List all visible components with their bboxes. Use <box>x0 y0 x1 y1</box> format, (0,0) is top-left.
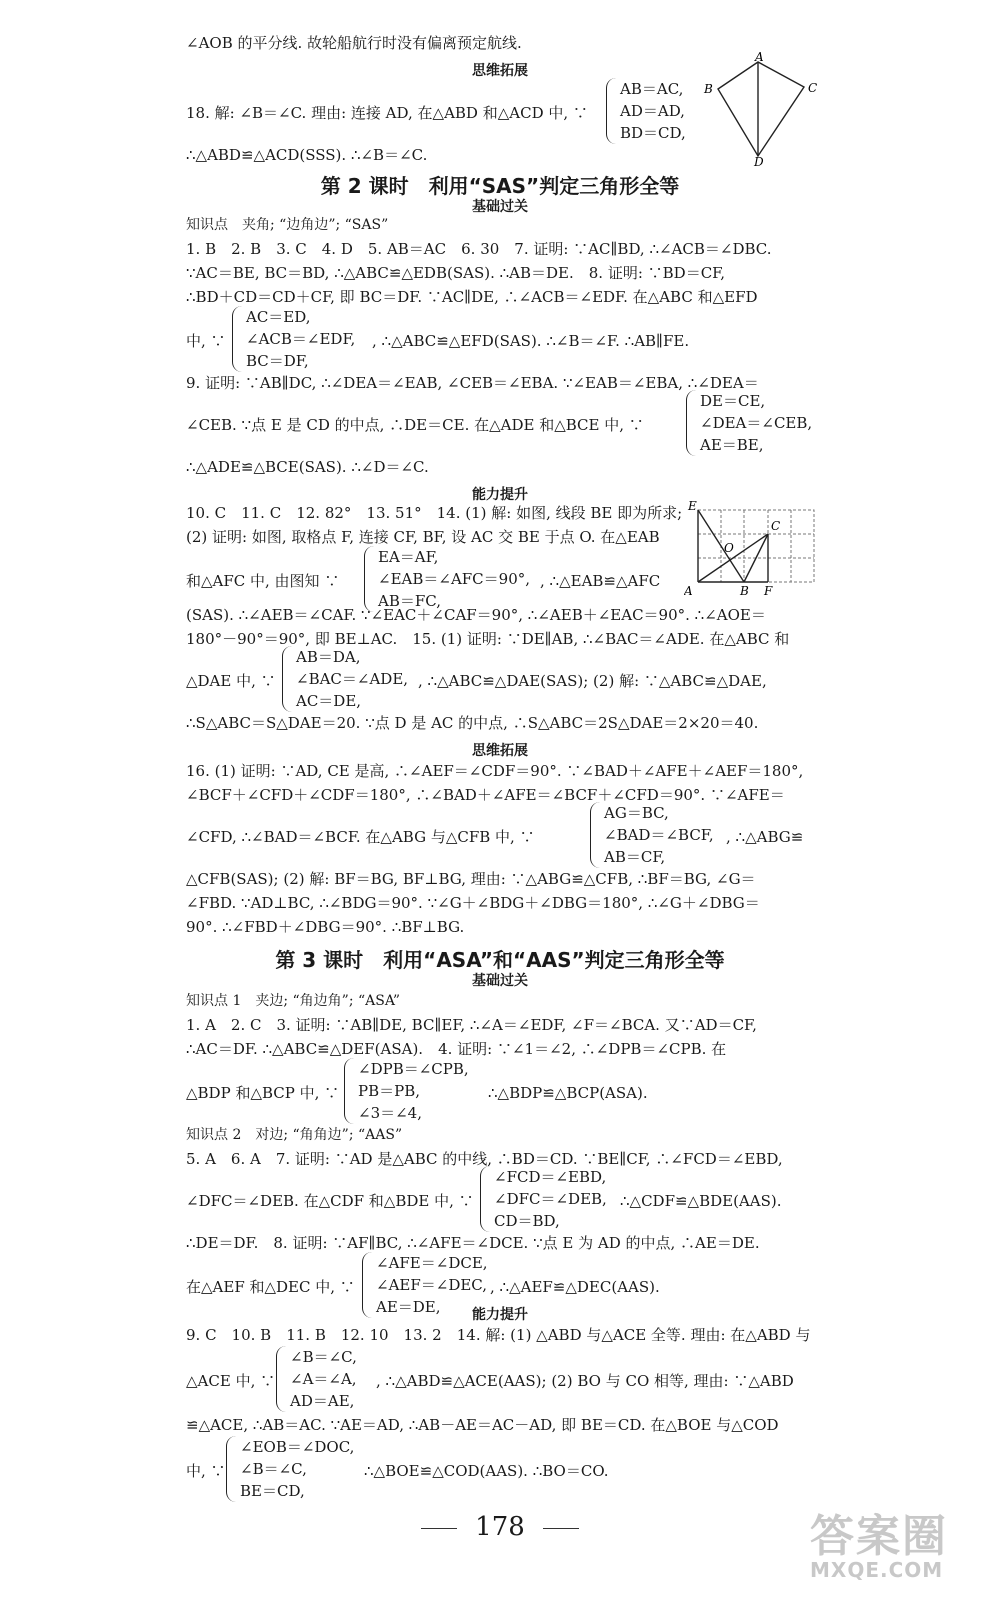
condition-item: AE＝BE, <box>700 436 764 454</box>
label-O: O <box>724 541 734 555</box>
condition-item: ∠B＝∠C, <box>240 1460 307 1478</box>
condition-item: AD＝AE, <box>290 1392 355 1410</box>
text-line: , ∴△EAB≌△AFC <box>540 572 661 590</box>
text-line: △CFB(SAS); (2) 解: BF＝BG, BF⊥BG, 理由: ∵△ABG≌△CFB, ∴BF＝BG, ∠G＝ <box>186 870 756 888</box>
condition-item: AB＝FC, <box>378 592 441 610</box>
condition-brace <box>344 1058 469 1124</box>
lesson-title: 第 2 课时 利用“SAS”判定三角形全等 <box>320 174 680 198</box>
text-line: ∠FBD. ∵AD⊥BC, ∴∠BDG＝90°. ∵∠G＋∠BDG＋∠DBG＝180°, ∴∠G＋∠DBG＝ <box>186 894 760 912</box>
text-line: 中, ∵ <box>186 1462 226 1480</box>
text-line: ≌△ACE, ∴AB＝AC. ∵AE＝AD, ∴AB－AE＝AC－AD, 即 BE＝CD. 在△BOE 与△COD <box>186 1416 779 1434</box>
condition-item: ∠BAC＝∠ADE, <box>296 670 409 688</box>
condition-item: AC＝ED, <box>246 308 311 326</box>
text-line: (2) 证明: 如图, 取格点 F, 连接 CF, BF, 设 AC 交 BE 于点 O. 在△EAB <box>186 528 660 546</box>
section-heading: 思维拓展 <box>472 743 528 759</box>
condition-item: ∠ACB＝∠EDF, <box>246 330 356 348</box>
text-line: , ∴△ABC≌△EFD(SAS). ∴∠B＝∠F. ∴AB∥FE. <box>372 332 690 350</box>
condition-brace <box>276 1346 357 1412</box>
condition-item: ∠A＝∠A, <box>290 1370 357 1388</box>
condition-item: EA＝AF, <box>378 548 439 566</box>
text-line: 在△AEF 和△DEC 中, ∵ <box>186 1278 355 1296</box>
watermark-top: 答案圈 <box>810 1511 948 1562</box>
text-line: ∴△CDF≌△BDE(AAS). <box>620 1192 782 1210</box>
condition-item: AD＝AD, <box>620 102 685 120</box>
text-line: 5. A 6. A 7. 证明: ∵AD 是△ABC 的中线, ∴BD＝CD. ∵BE∥CF, ∴∠FCD＝∠EBD, <box>186 1150 783 1168</box>
condition-item: AG＝BC, <box>604 804 669 822</box>
condition-item: ∠3＝∠4, <box>358 1104 422 1122</box>
condition-item: BD＝CD, <box>620 124 686 142</box>
condition-item: ∠FCD＝∠EBD, <box>494 1168 607 1186</box>
watermark-bottom: MXQE.COM <box>810 1558 944 1582</box>
condition-item: BE＝CD, <box>240 1482 305 1500</box>
text-line: 16. (1) 证明: ∵AD, CE 是高, ∴∠AEF＝∠CDF＝90°. ∵∠BAD＋∠AFE＋∠AEF＝180°, <box>186 762 804 780</box>
text-line: 18. 解: ∠B＝∠C. 理由: 连接 AD, 在△ABD 和△ACD 中, ∵ <box>186 104 588 122</box>
text-line: , ∴△ABG≌ <box>726 828 804 846</box>
condition-item: ∠DFC＝∠DEB, <box>494 1190 607 1208</box>
condition-brace <box>226 1436 354 1502</box>
text-line: 180°－90°＝90°, 即 BE⊥AC. 15. (1) 证明: ∵DE∥AB, ∴∠BAC＝∠ADE. 在△ABC 和 <box>186 630 790 648</box>
label-B: B <box>740 584 749 598</box>
condition-item: AB＝AC, <box>620 80 684 98</box>
text-line: ∴△BDP≌△BCP(ASA). <box>488 1084 648 1102</box>
text-line: ∴△ABD≌△ACD(SSS). ∴∠B＝∠C. <box>186 146 428 164</box>
condition-brace <box>480 1166 607 1232</box>
text-line: 中, ∵ <box>186 332 226 350</box>
condition-item: AC＝DE, <box>296 692 362 710</box>
condition-item: ∠DEA＝∠CEB, <box>700 414 813 432</box>
text-line: , ∴△ABD≌△ACE(AAS); (2) BO 与 CO 相等, 理由: ∵△ABD <box>376 1372 794 1390</box>
grid-figure <box>684 500 820 600</box>
text-line: △DAE 中, ∵ <box>186 672 276 690</box>
text-line: ∴DE＝DF. 8. 证明: ∵AF∥BC, ∴∠AFE＝∠DCE. ∵点 E 为 AD 的中点, ∴AE＝DE. <box>186 1234 760 1252</box>
label-B: B <box>704 82 713 96</box>
text-line: △BDP 和△BCP 中, ∵ <box>186 1084 340 1102</box>
section-heading: 思维拓展 <box>472 63 528 79</box>
label-F: F <box>764 584 773 598</box>
text-line: ∠CEB. ∵点 E 是 CD 的中点, ∴DE＝CE. 在△ADE 和△BCE 中, ∵ <box>186 416 644 434</box>
section-heading: 能力提升 <box>472 487 528 503</box>
knowledge-point: 知识点 1 夹边; “角边角”; “ASA” <box>186 993 401 1009</box>
text-line: ∠CFD, ∴∠BAD＝∠BCF. 在△ABG 与△CFB 中, ∵ <box>186 828 535 846</box>
text-line: 9. 证明: ∵AB∥DC, ∴∠DEA＝∠EAB, ∠CEB＝∠EBA. ∵∠EAB＝∠EBA, ∴∠DEA＝ <box>186 374 759 392</box>
condition-item: ∠EOB＝∠DOC, <box>240 1438 355 1456</box>
text-line: 1. A 2. C 3. 证明: ∵AB∥DE, BC∥EF, ∴∠A＝∠EDF, ∠F＝∠BCA. 又∵AD＝CF, <box>186 1016 757 1034</box>
kite-figure <box>700 52 824 166</box>
text-line: 90°. ∴∠FBD＋∠DBG＝90°. ∴BF⊥BG. <box>186 918 465 936</box>
text-line: △ACE 中, ∵ <box>186 1372 276 1390</box>
text-line: 10. C 11. C 12. 82° 13. 51° 14. (1) 解: 如图, 线段 BE 即为所求; <box>186 504 683 522</box>
text-line: ∴△ADE≌△BCE(SAS). ∴∠D＝∠C. <box>186 458 429 476</box>
label-E: E <box>688 500 697 513</box>
watermark-logo <box>810 1500 948 1582</box>
knowledge-point: 知识点 2 对边; “角角边”; “AAS” <box>186 1127 403 1143</box>
condition-item: ∠AFE＝∠DCE, <box>376 1254 488 1272</box>
text-line: ∠DFC＝∠DEB. 在△CDF 和△BDE 中, ∵ <box>186 1192 474 1210</box>
text-line: ∠BCF＋∠CFD＋∠CDF＝180°, ∴∠BAD＋∠AFE＝∠BCF＋∠CFD＝90°. ∵∠AFE＝ <box>186 786 785 804</box>
label-C: C <box>771 519 781 533</box>
text-line: 1. B 2. B 3. C 4. D 5. AB＝AC 6. 30 7. 证明: ∵AC∥BD, ∴∠ACB＝∠DBC. <box>186 240 772 258</box>
condition-brace <box>686 390 812 456</box>
section-heading: 基础过关 <box>472 973 528 989</box>
text-line: 9. C 10. B 11. B 12. 10 13. 2 14. 解: (1) △ABD 与△ACE 全等. 理由: 在△ABD 与 <box>186 1326 811 1344</box>
condition-item: ∠DPB＝∠CPB, <box>358 1060 469 1078</box>
condition-item: ∠EAB＝∠AFC＝90°, <box>378 570 531 588</box>
condition-brace <box>606 78 686 144</box>
condition-item: AB＝CF, <box>604 848 666 866</box>
condition-brace <box>364 546 530 612</box>
condition-item: PB＝PB, <box>358 1082 420 1100</box>
label-A: A <box>684 584 693 598</box>
text-line: (SAS). ∴∠AEB＝∠CAF. ∵∠EAC＋∠CAF＝90°, ∴∠AEB＋∠EAC＝90°. ∴∠AOE＝ <box>186 606 766 624</box>
text-line: , ∴△AEF≌△DEC(AAS). <box>490 1278 660 1296</box>
text-line: ∠AOB 的平分线. 故轮船航行时没有偏离预定航线. <box>186 34 522 52</box>
condition-brace <box>232 306 355 372</box>
section-heading: 基础过关 <box>472 199 528 215</box>
condition-item: ∠B＝∠C, <box>290 1348 357 1366</box>
text-line: ∴AC＝DF. ∴△ABC≌△DEF(ASA). 4. 证明: ∵∠1＝∠2, ∴∠DPB＝∠CPB. 在 <box>186 1040 727 1058</box>
lesson-title: 第 3 课时 利用“ASA”和“AAS”判定三角形全等 <box>275 948 725 972</box>
label-C: C <box>808 81 818 95</box>
condition-item: ∠BAD＝∠BCF, <box>604 826 714 844</box>
text-line: ∴S△ABC＝S△DAE＝20. ∵点 D 是 AC 的中点, ∴S△ABC＝2S△DAE＝2×20＝40. <box>186 714 759 732</box>
condition-item: ∠AEF＝∠DEC, <box>376 1276 488 1294</box>
condition-brace <box>590 802 714 868</box>
text-line: ∴△BOE≌△COD(AAS). ∴BO＝CO. <box>364 1462 609 1480</box>
condition-item: DE＝CE, <box>700 392 766 410</box>
page-number-text: 178 <box>475 1512 525 1542</box>
text-line: 和△AFC 中, 由图知 ∵ <box>186 572 340 590</box>
knowledge-point: 知识点 夹角; “边角边”; “SAS” <box>186 217 389 233</box>
label-D: D <box>754 155 764 166</box>
condition-brace <box>282 646 408 712</box>
text-line: ∴BD＋CD＝CD＋CF, 即 BC＝DF. ∵AC∥DE, ∴∠ACB＝∠EDF. 在△ABC 和△EFD <box>186 288 758 306</box>
label-A: A <box>755 52 764 64</box>
condition-item: AE＝DE, <box>376 1298 441 1316</box>
condition-item: BC＝DF, <box>246 352 309 370</box>
condition-item: AB＝DA, <box>296 648 361 666</box>
text-line: , ∴△ABC≌△DAE(SAS); (2) 解: ∵△ABC≌△DAE, <box>418 672 767 690</box>
text-line: ∵AC＝BE, BC＝BD, ∴△ABC≌△EDB(SAS). ∴AB＝DE. 8. 证明: ∵BD＝CF, <box>186 264 726 282</box>
condition-item: CD＝BD, <box>494 1212 560 1230</box>
section-heading: 能力提升 <box>472 1307 528 1323</box>
